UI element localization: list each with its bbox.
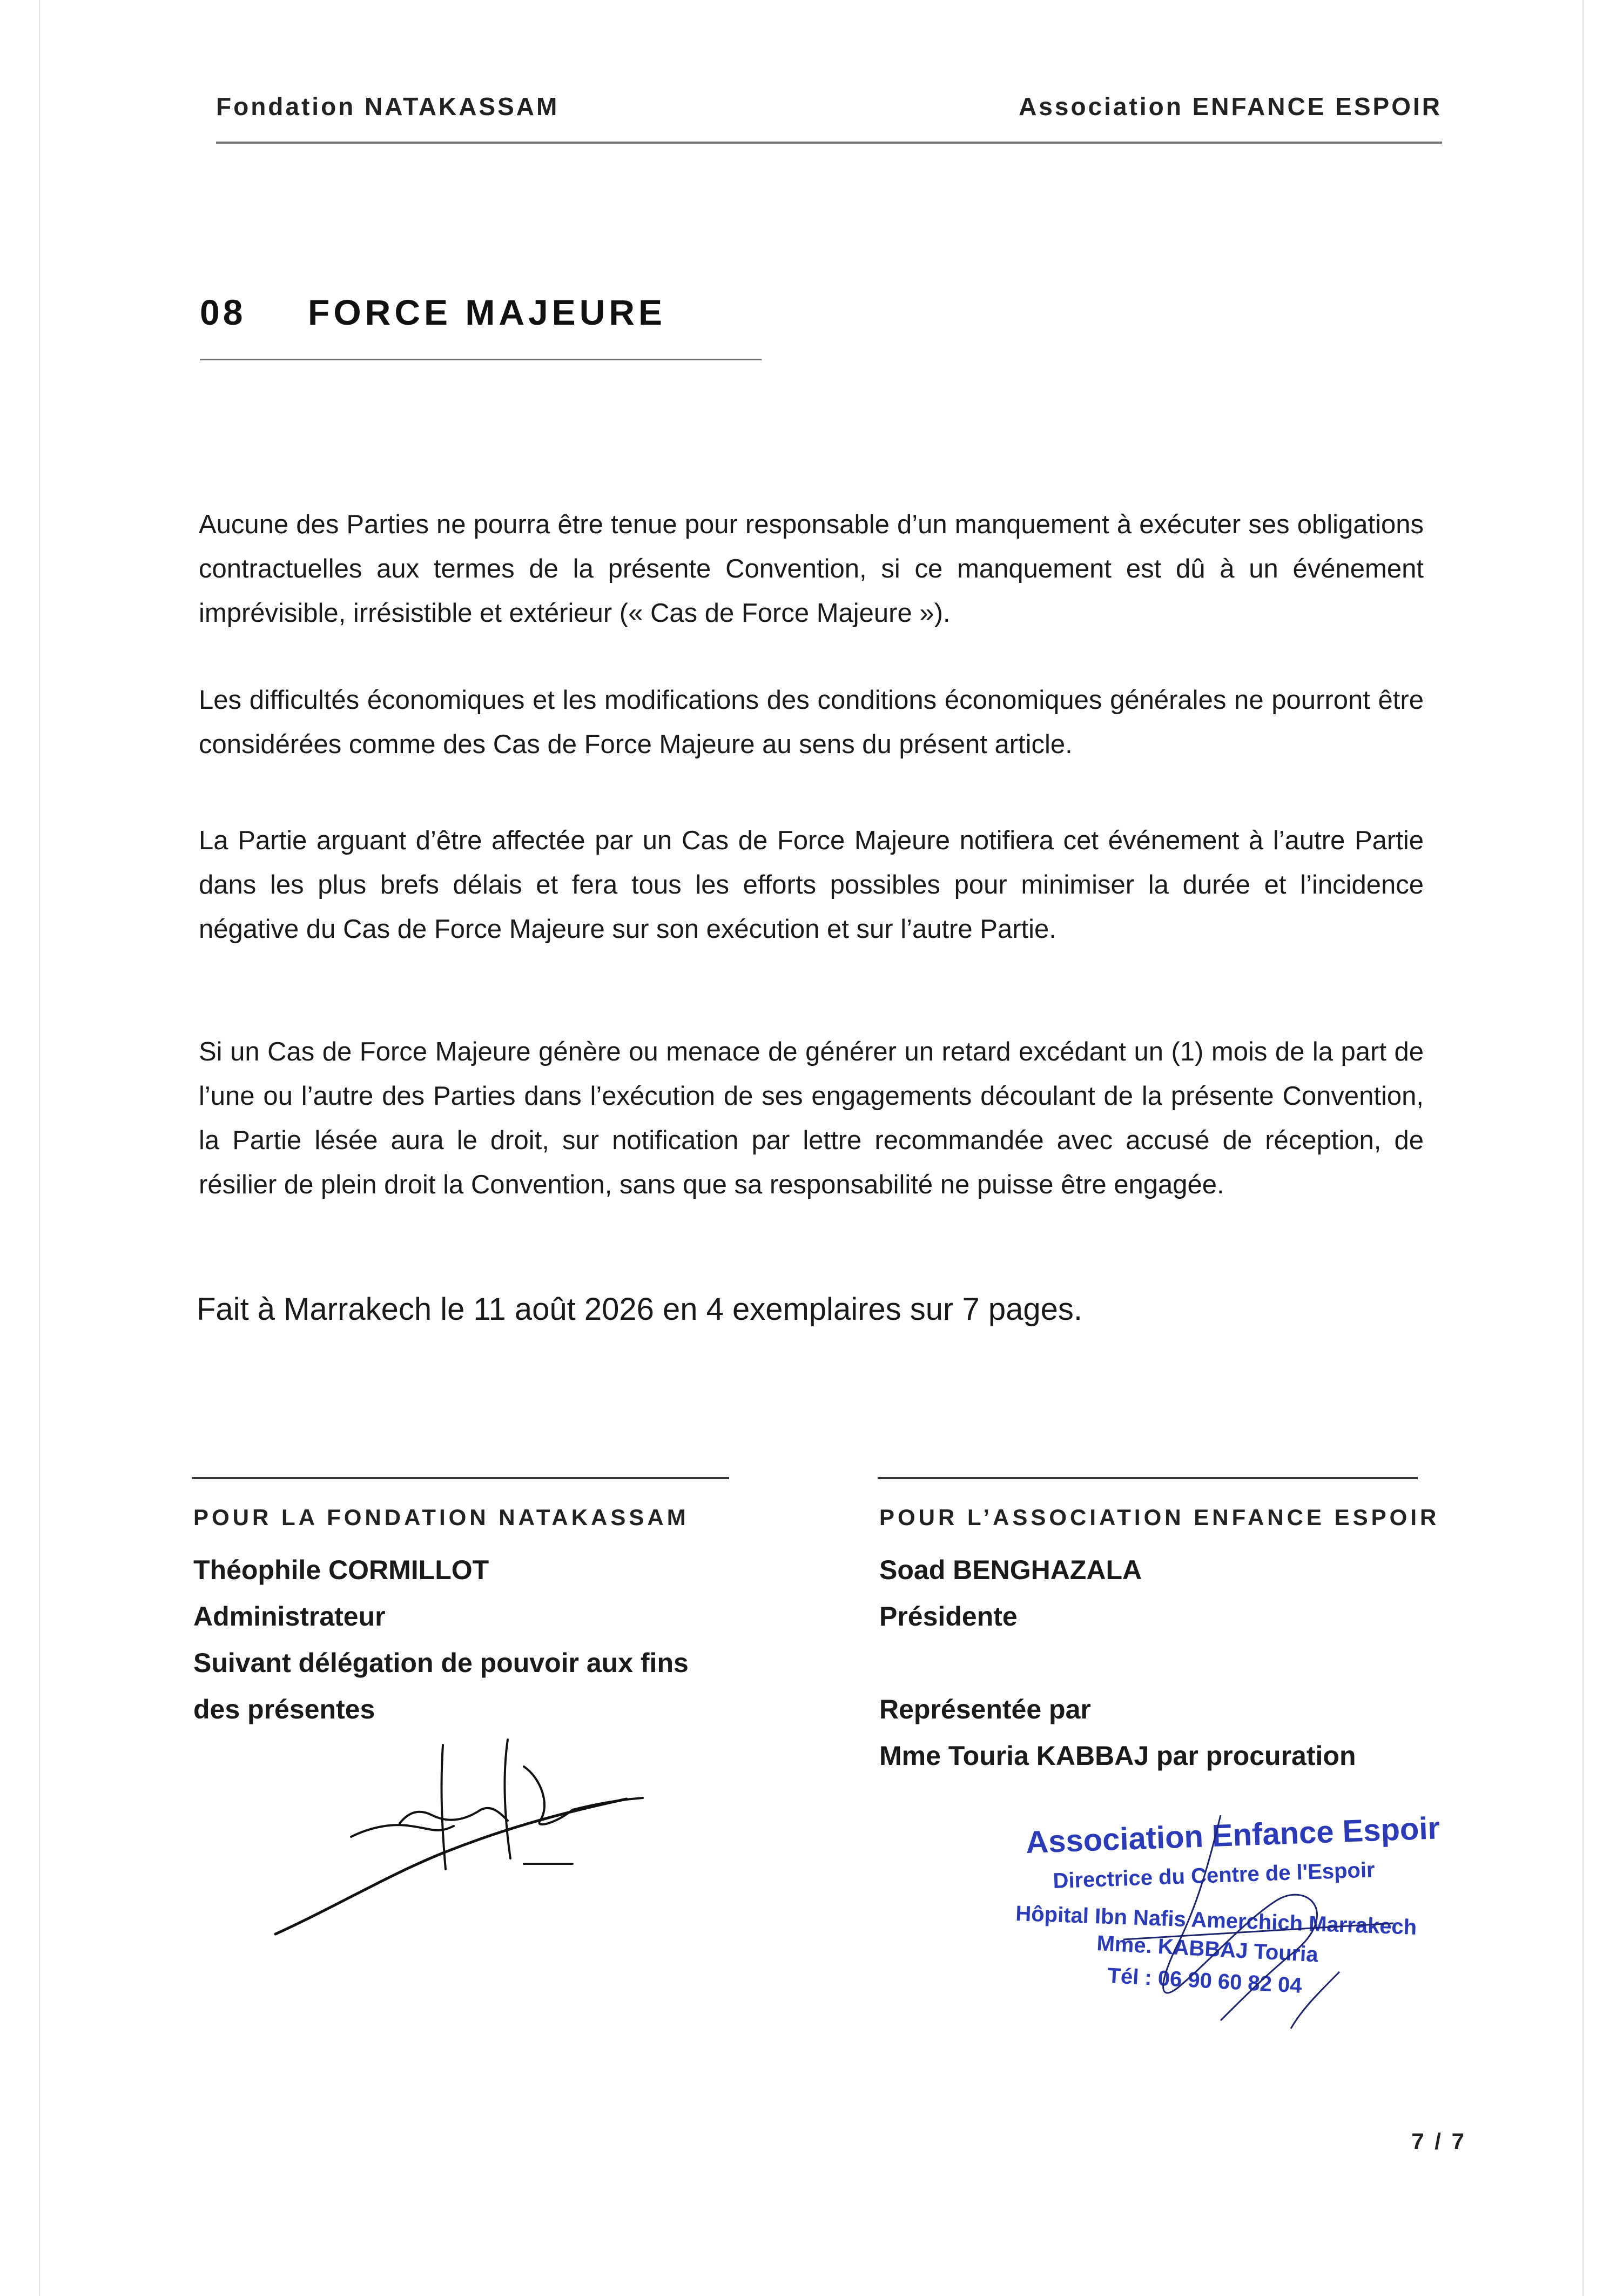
svg-text:Hôpital Ibn Nafis Amerchich Ma: Hôpital Ibn Nafis Amerchich Marrakech [1015, 1902, 1417, 1939]
stamp-graphic [1015, 1815, 1458, 2031]
signature-rule-right [878, 1477, 1418, 1479]
signatory-heading: POUR LA FONDATION NATAKASSAM [193, 1505, 689, 1530]
signatory-right [879, 1505, 1527, 1779]
signatory-left [193, 1505, 841, 1733]
section-divider [200, 359, 762, 360]
paragraph: La Partie arguant d’être affectée par un Cas de Force Majeure notifiera cet événement à l’autre Partie dans les plus brefs délais et fera tous les efforts possibles pour minimiser la durée et l’incidence négative du Cas de Force Majeure sur son exécution et sur l’autre Partie. [199, 826, 1424, 944]
signatory-role: Présidente [879, 1601, 1018, 1632]
svg-text:Mme. KABBAJ Touria: Mme. KABBAJ Touria [1096, 1931, 1319, 1967]
page-header [216, 92, 1442, 151]
signature-rule-left [192, 1477, 729, 1479]
signatory-delegation: Suivant délégation de pouvoir aux fins [193, 1648, 689, 1678]
signatory-representation: Représentée par [879, 1694, 1091, 1724]
association-stamp [1015, 1815, 1458, 2031]
paragraph: Les difficultés économiques et les modifications des conditions économiques générales ne pourront être considérées comme des Cas de Force Majeure au sens du présent article. [199, 686, 1424, 759]
closing-statement: Fait à Marrakech le 11 août 2026 en 4 exemplaires sur 7 pages. [197, 1292, 1082, 1327]
section-heading [200, 292, 762, 367]
spacer [879, 1640, 1527, 1686]
paragraph: Aucune des Parties ne pourra être tenue pour responsable d’un manquement à exécuter ses obligations contractuelles aux termes de la présente Convention, si ce manquement est dû à un événement imprévisible, irrésistible et extérieur (« Cas de Force Majeure »). [199, 510, 1424, 628]
svg-text:Association Enfance Espoir: Association Enfance Espoir [1025, 1815, 1441, 1860]
header-left-org: Fondation NATAKASSAM [216, 92, 560, 120]
signatory-role: Administrateur [193, 1601, 386, 1632]
section-title: FORCE MAJEURE [308, 292, 666, 332]
signatory-name: Soad BENGHAZALA [879, 1555, 1142, 1585]
signatory-delegation: des présentes [193, 1694, 375, 1724]
svg-text:Tél : 06 90 60 82 04: Tél : 06 90 60 82 04 [1107, 1964, 1303, 1998]
svg-text:Directrice du Centre de l'Espo: Directrice du Centre de l'Espoir [1052, 1858, 1376, 1893]
section-number: 08 [200, 292, 246, 332]
signatory-name: Théophile CORMILLOT [193, 1555, 489, 1585]
signatory-representation: Mme Touria KABBAJ par procuration [879, 1741, 1356, 1771]
page-number: 7 / 7 [1411, 2129, 1466, 2154]
header-right-org: Association ENFANCE ESPOIR [1019, 92, 1442, 120]
handwritten-signature [270, 1729, 648, 1945]
signatory-heading: POUR L’ASSOCIATION ENFANCE ESPOIR [879, 1505, 1440, 1530]
header-divider [216, 142, 1442, 144]
paragraph: Si un Cas de Force Majeure génère ou menace de générer un retard excédant un (1) mois de la part de l’une ou l’autre des Parties dans l’exécution de ses engagements découlant de la présente Convention, la Partie lésée aura le droit, sur notification par lettre recommandée avec accusé de réception, de résilier de plein droit la Convention, sans que sa responsabilité ne puisse être engagée. [199, 1037, 1424, 1199]
